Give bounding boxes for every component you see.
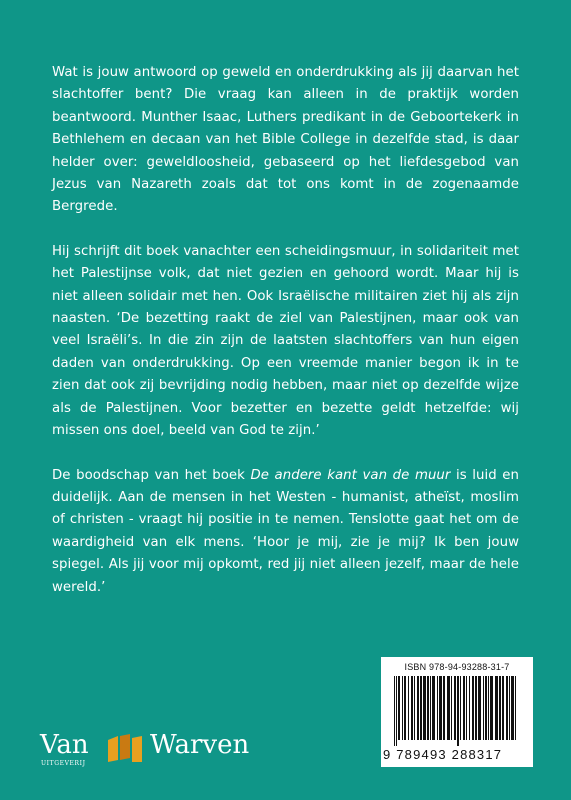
blurb-paragraph-3 <box>52 465 519 599</box>
barcode-bar <box>490 676 493 740</box>
barcode-bar <box>469 676 470 740</box>
barcode-bar <box>488 676 489 740</box>
barcode-bar <box>404 676 406 740</box>
barcode-bar <box>502 676 504 740</box>
barcode-bar <box>398 676 400 740</box>
barcode-bar <box>483 676 484 740</box>
barcode-bar <box>394 676 395 746</box>
book-title: De andere kant van de muur <box>250 467 451 483</box>
publisher-subtitle: UITGEVERIJ <box>41 760 86 767</box>
barcode-bar <box>430 676 431 740</box>
barcode-bar <box>457 676 459 746</box>
barcode-bar <box>515 676 516 740</box>
barcode-bar <box>466 676 467 740</box>
barcode-bar <box>451 676 452 740</box>
publisher-logo-mark-icon <box>106 732 146 764</box>
blurb-paragraph-1: Wat is jouw antwoord op geweld en onderdrukking als jij daarvan het slachtoffer bent? Die vraag kan alleen in de praktijk worden beantwoord. Munther Isaac, Luthers predikant in de Geboortekerk in Bethlehem en decaan van het Bible College in dezelfde stad, is daar helder over: geweldloosheid, gebaseerd op het liefdesgebod van Jezus van Nazareth zoals dat tot ons komt in de zogenaamde Bergrede. <box>52 65 519 215</box>
barcode-bar <box>437 676 438 740</box>
barcode-bar <box>423 676 426 740</box>
barcode-bar <box>420 676 422 740</box>
barcode-bar <box>485 676 487 740</box>
barcode-bar <box>439 676 442 740</box>
isbn-digits: 9 789493 288317 <box>383 747 503 762</box>
barcode-bar <box>463 676 465 740</box>
barcode-bar <box>506 676 508 740</box>
publisher-name-left: Van <box>40 730 89 760</box>
barcode-bar <box>447 676 450 740</box>
publisher-logo <box>40 730 260 770</box>
blurb-p3-rest: is luid en duidelijk. Aan de mensen in het Westen - humanist, atheïst, moslim of christen - vraagt hij positie in te nemen. Tenslotte gaat het om de waardigheid van elk mens. ‘Hoor je mij, zie je mij? Ik ben jouw spiegel. Als jij voor mij opkomt, red jij niet alleen jezelf, maar de hele wereld.’ <box>52 467 520 595</box>
barcode-bar <box>454 676 456 740</box>
barcode-bar <box>475 676 477 740</box>
barcode-bar <box>443 676 445 740</box>
blurb-paragraph-2: Hij schrijft dit boek vanachter een scheidingsmuur, in solidariteit met het Palestijnse volk, dat niet gezien en gehoord wordt. Maar hij is niet alleen solidair met hen. Ook Israëlische militairen ziet hij als zijn naasten. ‘De bezetting raakt de ziel van Palestijnen, maar ook van veel Israëli’s. In die zin zijn de laatsten slachtoffers van hun eigen daden van onderdrukking. Op een vreemde manier begon ik in te zien dat ook zij bevrijding nodig hebben, maar niet op dezelfde wijze als de Palestijnen. Voor bezetter en bezette geldt hetzelfde: wij missen ons doel, beeld van God te zijn.’ <box>52 243 519 439</box>
barcode-bar <box>414 676 415 740</box>
barcode-bar <box>511 676 514 740</box>
back-cover-blurb <box>52 62 519 621</box>
barcode-bar <box>460 676 461 740</box>
barcode-bar <box>427 676 429 740</box>
barcode-bar <box>432 676 435 740</box>
barcode-bars <box>394 676 522 746</box>
barcode-bar <box>408 676 409 740</box>
barcode-bar <box>396 676 397 746</box>
barcode-bar <box>509 676 510 740</box>
barcode-bar <box>472 676 474 740</box>
barcode-bar <box>495 676 498 740</box>
barcode-bar <box>402 676 403 740</box>
barcode-bar <box>499 676 501 740</box>
publisher-name-right: Warven <box>150 730 250 760</box>
barcode-bar <box>411 676 413 740</box>
blurb-p3-intro: De boodschap van het boek <box>52 467 251 483</box>
barcode-bar <box>478 676 481 740</box>
barcode-bar <box>417 676 419 740</box>
isbn-label: ISBN 978-94-93288-31-7 <box>404 662 510 672</box>
isbn-barcode-box <box>381 657 533 767</box>
